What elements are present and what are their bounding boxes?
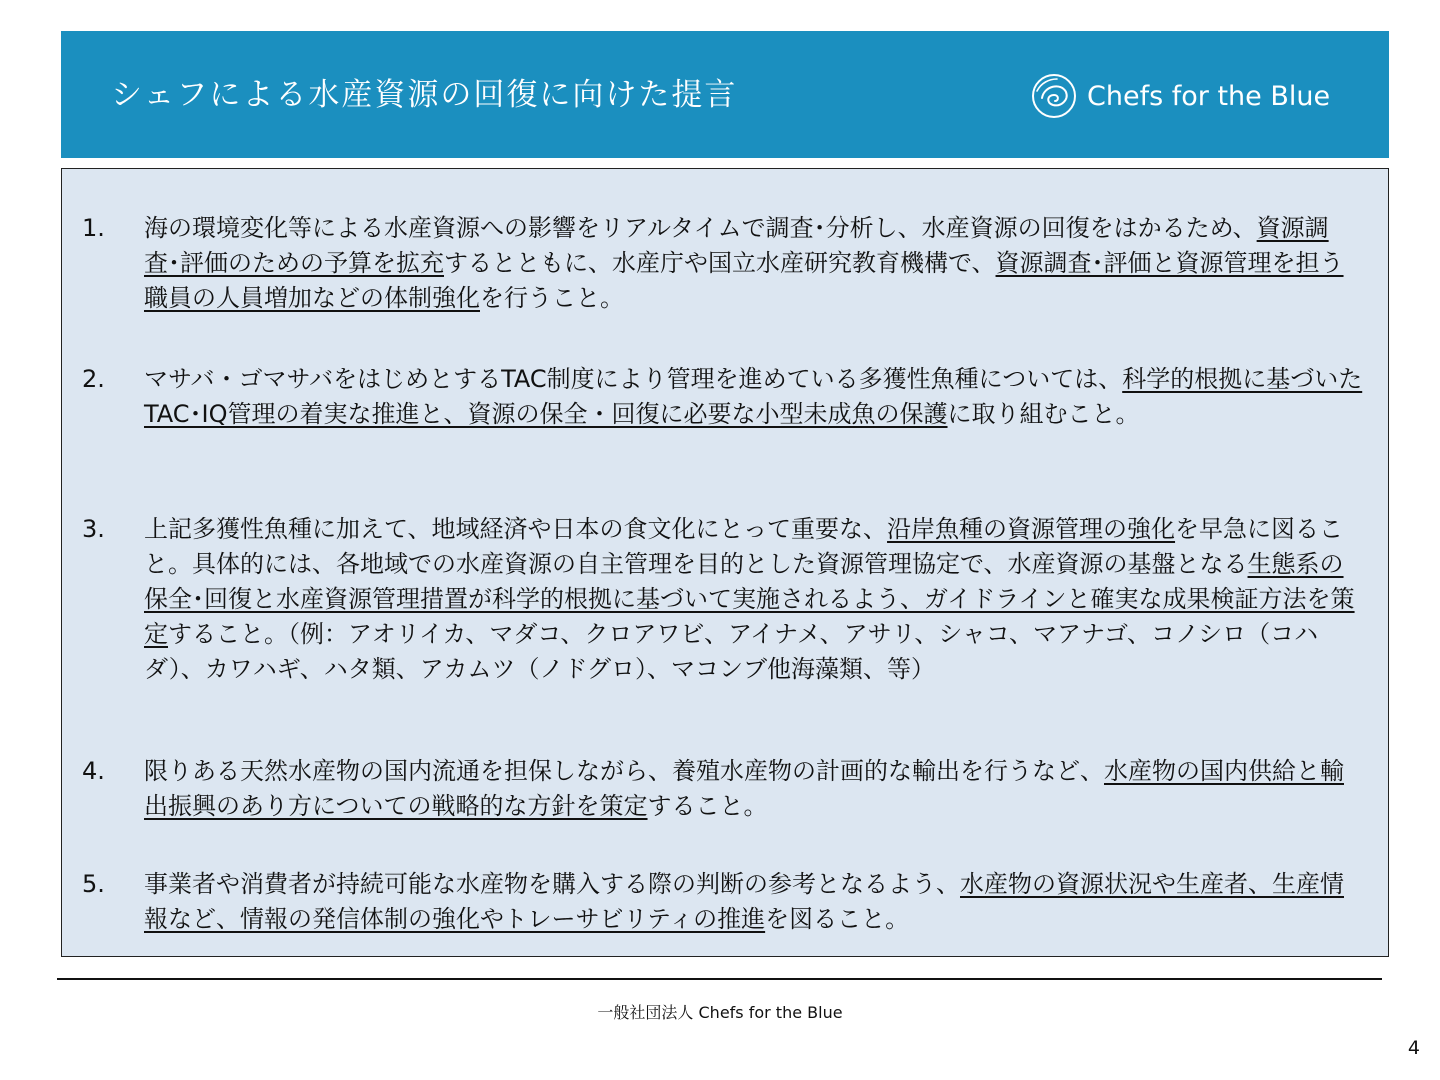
item-text-emphasis: 科学的根拠に基づいたTAC･IQ管理の着実な推進と、資源の保全・回復に必要な小型未成魚の保護 [144, 365, 1363, 428]
item-text-emphasis: 水産物の国内供給と輸出振興のあり方についての戦略的な方針を策定 [144, 757, 1344, 820]
item-text-emphasis: 沿岸魚種の資源管理の強化 [887, 515, 1176, 543]
chefs-for-the-blue-logo-icon [1029, 71, 1079, 121]
item-text [144, 512, 1364, 687]
item-number: 4. [82, 757, 105, 785]
item-text-emphasis: 資源調査･評価と資源管理を担う職員の人員増加などの体制強化 [144, 249, 1344, 312]
item-text [144, 754, 1364, 824]
item-text-segment: 上記多獲性魚種に加えて、地域経済や日本の食文化にとって重要な、 [144, 515, 888, 543]
item-text [144, 867, 1364, 937]
brand [1029, 71, 1330, 121]
item-text [144, 211, 1364, 316]
item-text-emphasis: 資源調査･評価のための予算を拡充 [144, 214, 1329, 277]
item-text-segment: マサバ・ゴマサバをはじめとするTAC制度により管理を進めている多獲性魚種については、 [144, 365, 1123, 393]
item-text-segment: 海の環境変化等による水産資源への影響をリアルタイムで調査･分析し、水産資源の回復をはかるため、 [144, 214, 1257, 242]
item-text-segment: 限りある天然水産物の国内流通を担保しながら、養殖水産物の計画的な輸出を行うなど、 [144, 757, 1104, 785]
item-number: 5. [82, 870, 105, 898]
item-text-segment: するとともに、水産庁や国立水産研究教育機構で、 [444, 249, 996, 277]
item-number: 3. [82, 515, 105, 543]
recommendations-box [61, 168, 1389, 957]
item-text [144, 362, 1364, 432]
header-banner [61, 31, 1389, 158]
item-text-segment: を早急に図ること。具体的には、各地域での水産資源の自主管理を目的とした資源管理協定で、水産資源の基盤となる [144, 515, 1344, 578]
item-text-segment: を行うこと。 [480, 284, 624, 312]
item-text-segment: に取り組むこと。 [947, 400, 1140, 428]
page-number: 4 [1407, 1037, 1420, 1059]
footer-organization: 一般社団法人 Chefs for the Blue [597, 1003, 843, 1022]
item-number: 1. [82, 214, 105, 242]
item-text-segment: 事業者や消費者が持続可能な水産物を購入する際の判断の参考となるよう、 [144, 870, 960, 898]
item-text-segment: すること。（例：アオリイカ、マダコ、クロアワビ、アイナメ、アサリ、シャコ、マアナゴ、コノシロ（コハダ）、カワハギ、ハタ類、アカムツ（ノドグロ）、マコンブ他海藻類、等） [144, 620, 1319, 683]
item-text-emphasis: 水産物の資源状況や生産者、生産情報など、情報の発信体制の強化やトレーサビリティの推進 [144, 870, 1344, 933]
brand-name: Chefs for the Blue [1087, 80, 1331, 112]
item-text-segment: すること。 [647, 792, 768, 820]
item-number: 2. [82, 365, 105, 393]
item-text-emphasis: 生態系の保全･回復と水産資源管理措置が科学的根拠に基づいて実施されるよう、ガイドラインと確実な成果検証方法を策定 [144, 550, 1355, 648]
item-text-segment: を図ること。 [765, 905, 910, 933]
page-title: シェフによる水産資源の回復に向けた提言 [111, 77, 738, 113]
footer-divider [57, 978, 1382, 980]
